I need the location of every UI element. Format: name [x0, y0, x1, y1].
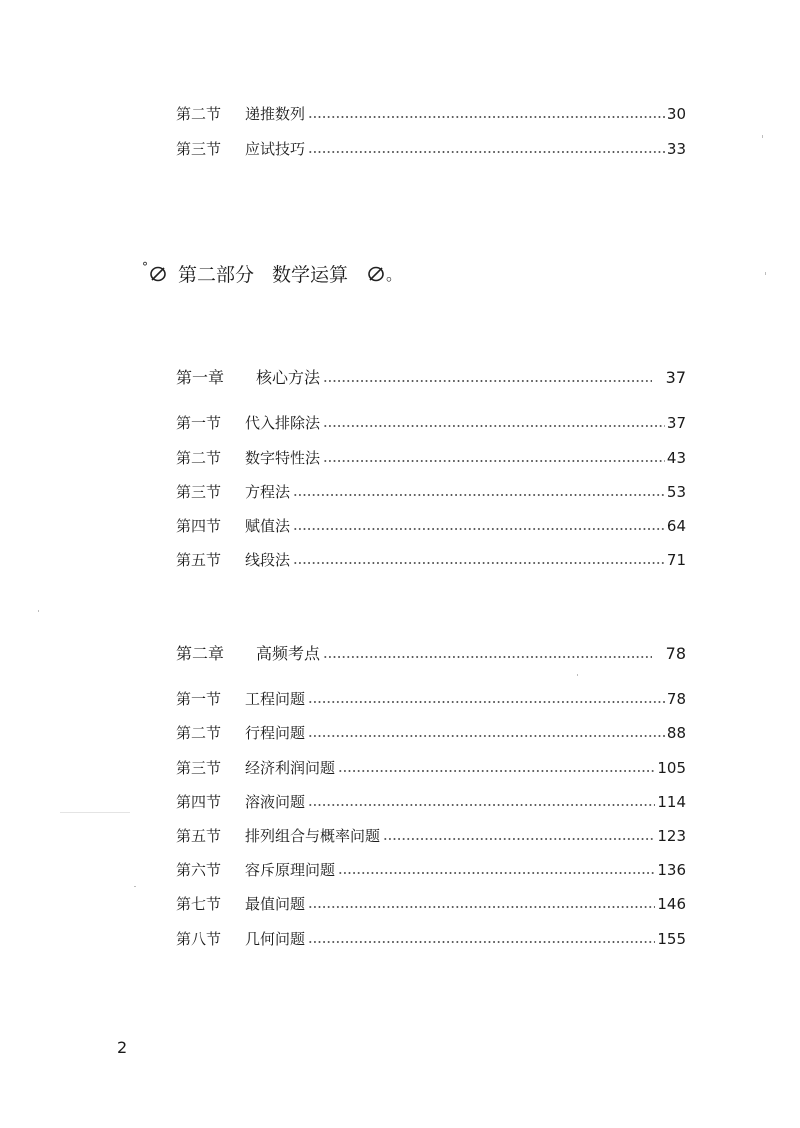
entry-title: 容斥原理问题 [245, 861, 336, 879]
toc-entry[interactable] [176, 926, 686, 952]
toc-entry[interactable] [176, 755, 686, 781]
dot-leader [293, 528, 665, 530]
dot-leader [308, 701, 665, 703]
toc-entry[interactable] [176, 445, 686, 471]
entry-title: 行程问题 [245, 724, 306, 742]
page-ref: 88 [666, 724, 686, 742]
page-ref: 37 [666, 414, 686, 432]
toc-entry[interactable] [176, 686, 686, 712]
section-label: 第七节 [176, 895, 222, 913]
toc-entry[interactable] [176, 823, 686, 849]
dot-leader [293, 494, 665, 496]
chapter-heading[interactable] [176, 365, 686, 391]
section-label: 第一节 [176, 690, 222, 708]
dot-leader [323, 656, 652, 658]
toc-entry[interactable] [176, 720, 686, 746]
entry-title: 工程问题 [245, 690, 306, 708]
page-ref: 114 [657, 793, 686, 811]
entry-title: 排列组合与概率问题 [245, 827, 381, 845]
section-label: 第三节 [176, 759, 222, 777]
entry-title: 几何问题 [245, 930, 306, 948]
page-number: 2 [117, 1038, 128, 1057]
section-label: 第一节 [176, 414, 222, 432]
slashed-circle-icon [366, 263, 386, 283]
dot-leader [338, 872, 655, 874]
entry-title: 最值问题 [245, 895, 306, 913]
dot-leader [308, 906, 655, 908]
entry-title: 溶液问题 [245, 793, 306, 811]
dot-leader [308, 804, 655, 806]
part-left-mark: ° [142, 260, 148, 274]
page-ref: 71 [666, 551, 686, 569]
dot-leader [338, 770, 655, 772]
page-ref: 33 [666, 140, 686, 158]
section-label: 第八节 [176, 930, 222, 948]
page-ref: 146 [657, 895, 686, 913]
scan-speck [577, 674, 578, 676]
dot-leader [308, 941, 655, 943]
toc-entry[interactable] [176, 101, 686, 127]
page-ref: 64 [666, 517, 686, 535]
page-ref: 53 [666, 483, 686, 501]
section-label: 第二节 [176, 724, 222, 742]
chapter-heading[interactable] [176, 641, 686, 667]
part-heading [142, 258, 402, 288]
dot-leader [308, 735, 665, 737]
part-right-mark: 。 [386, 264, 403, 284]
page-ref: 78 [666, 690, 686, 708]
slashed-circle-icon [148, 263, 168, 283]
page-ref: 105 [657, 759, 686, 777]
dot-leader [308, 116, 665, 118]
entry-title: 经济利润问题 [245, 759, 336, 777]
part-title-a: 第二部分 [178, 263, 255, 286]
page-ref: 155 [657, 930, 686, 948]
dot-leader [293, 562, 665, 564]
scan-speck [134, 886, 136, 887]
section-label: 第四节 [176, 793, 222, 811]
entry-title: 数字特性法 [245, 449, 321, 467]
entry-title: 递推数列 [245, 105, 306, 123]
scan-speck [765, 272, 766, 275]
entry-title: 线段法 [245, 551, 291, 569]
toc-entry[interactable] [176, 513, 686, 539]
toc-entry[interactable] [176, 410, 686, 436]
scan-speck [762, 135, 763, 138]
dot-leader [323, 460, 665, 462]
page-ref: 37 [665, 368, 686, 387]
toc-entry[interactable] [176, 857, 686, 883]
entry-title: 应试技巧 [245, 140, 306, 158]
scan-speck [60, 812, 130, 813]
chapter-label: 第二章 [176, 644, 225, 663]
entry-title: 方程法 [245, 483, 291, 501]
chapter-label: 第一章 [176, 368, 225, 387]
section-label: 第五节 [176, 827, 222, 845]
section-label: 第三节 [176, 483, 222, 501]
section-label: 第二节 [176, 105, 222, 123]
dot-leader [383, 838, 655, 840]
toc-entry[interactable] [176, 136, 686, 162]
page-ref: 78 [665, 644, 686, 663]
page-ref: 43 [666, 449, 686, 467]
dot-leader [323, 380, 652, 382]
scan-speck [38, 610, 39, 612]
page-ref: 30 [666, 105, 686, 123]
entry-title: 代入排除法 [245, 414, 321, 432]
section-label: 第三节 [176, 140, 222, 158]
dot-leader [308, 151, 665, 153]
toc-entry[interactable] [176, 547, 686, 573]
entry-title: 赋值法 [245, 517, 291, 535]
section-label: 第五节 [176, 551, 222, 569]
toc-entry[interactable] [176, 789, 686, 815]
part-title-b: 数学运算 [272, 263, 349, 286]
section-label: 第四节 [176, 517, 222, 535]
page-ref: 136 [657, 861, 686, 879]
page-ref: 123 [657, 827, 686, 845]
section-label: 第六节 [176, 861, 222, 879]
section-label: 第二节 [176, 449, 222, 467]
chapter-title: 高频考点 [256, 644, 321, 663]
dot-leader [323, 425, 665, 427]
toc-entry[interactable] [176, 479, 686, 505]
chapter-title: 核心方法 [256, 368, 321, 387]
toc-entry[interactable] [176, 891, 686, 917]
